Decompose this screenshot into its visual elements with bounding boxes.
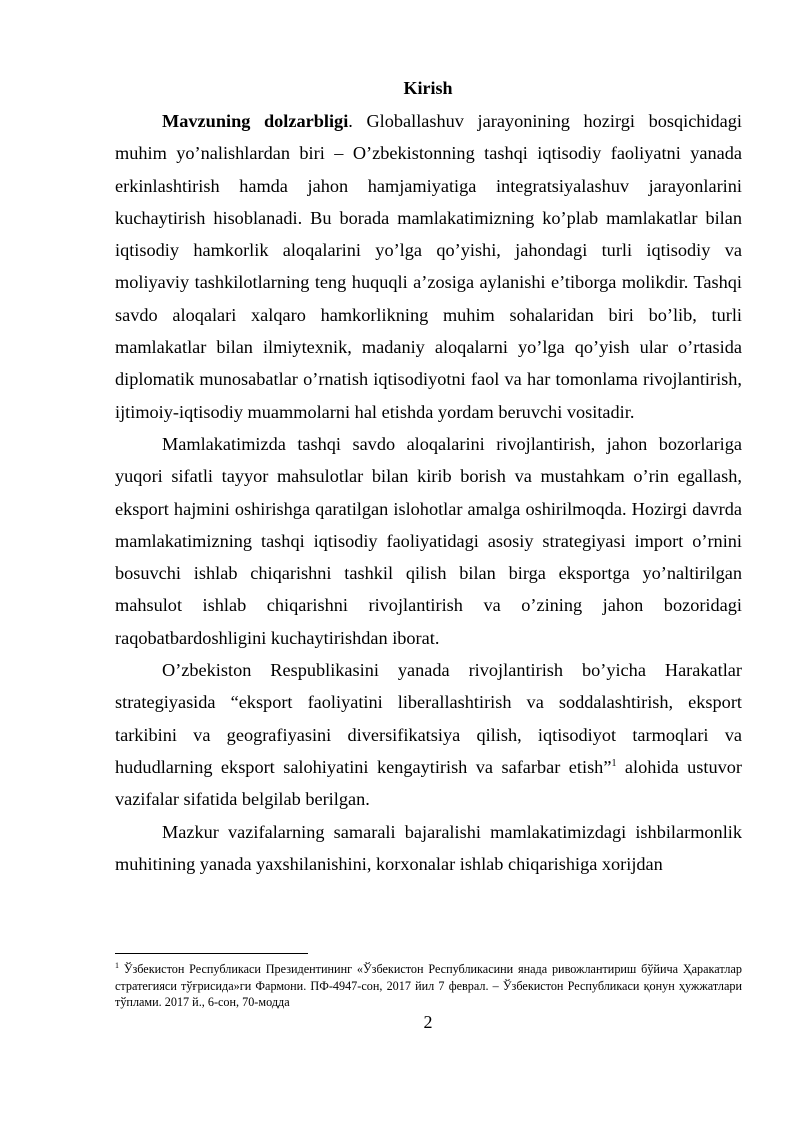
- paragraph-3-text-after: alohida ustuvor vazifalar sifatida belgilab berilgan.: [115, 756, 742, 810]
- paragraph-1: [115, 105, 742, 428]
- footnote-reference[interactable]: 1: [611, 757, 617, 769]
- paragraph-3-text: O’zbekiston Respublikasini yanada rivojlantirish bo’yicha Harakatlar strategiyasida “eksport faoliyatini liberallashtirish va soddalashtirish, eksport tarkibini va geografiyasini diversifikatsiya qilish, iqtisodiyot tarmoqlari va hududlarning eksport salohiyatini kengaytirish va safarbar etish”: [115, 660, 742, 777]
- paragraph-1-text: . Globallashuv jarayonining hozirgi bosqichidagi muhim yo’nalishlardan biri – O’zbekistonning tashqi iqtisodiy faoliyatni yanada erkinlashtirish hamda jahon hamjamiyatiga integratsiyalashuv jarayonlarini kuchaytirish hisoblanadi. Bu borada mamlakatimizning ko’plab mamlakatlar bilan iqtisodiy hamkorlik aloqalarini yo’lga qo’yishi, jahondagi turli iqtisodiy va moliyaviy tashkilotlarning teng huquqli a’zosiga aylanishi e’tiborga molikdir. Tashqi savdo aloqalari xalqaro hamkorlikning muhim sohalaridan biri bo’lib, turli mamlakatlar bilan ilmiytexnik, madaniy aloqalarni yo’lga qo’yish ular o’rtasida diplomatik munosabatlar o’rnatish iqtisodiyotni faol va har tomonlama rivojlantirish, ijtimoiy-iqtisodiy muammolarni hal etishda yordam beruvchi vositadir.: [115, 111, 743, 422]
- paragraph-4: Mazkur vazifalarning samarali bajaralishi mamlakatimizdagi ishbilarmonlik muhitining yanada yaxshilanishini, korxonalar ishlab chiqarishiga xorijdan: [115, 821, 742, 874]
- section-heading: Kirish: [403, 78, 453, 98]
- footnote-divider: [115, 953, 308, 954]
- paragraph-3: [115, 654, 742, 815]
- footnote-text: Ўзбекистон Республикаси Президентининг «Ўзбекистон Республикасини янада ривожлантириш бўйича Ҳаракатлар стратегияси тўғрисида»ги Фармони. ПФ-4947-сон, 2017 йил 7 феврал. – Ўзбекистон Республикаси қонун ҳужжатлари тўплами. 2017 й., 6-сон, 70-модда: [115, 962, 742, 1009]
- body-text: [115, 105, 742, 880]
- footnote: [115, 961, 742, 1011]
- paragraph-2: Mamlakatimizda tashqi savdo aloqalarini rivojlantirish, jahon bozorlariga yuqori sifatli tayyor mahsulotlar bilan kirib borish va mustahkam o’rin egallash, eksport hajmini oshirishga qaratilgan islohotlar amalga oshirilmoqda. Hozirgi davrda mamlakatimizning tashqi iqtisodiy faoliyatidagi asosiy strategiyasi import o’rnini bosuvchi ishlab chiqarishni tashkil qilish bilan birga eksportga yo’naltirilgan mahsulot ishlab chiqarishni rivojlantirish va o’zining jahon bozoridagi raqobatbardoshligini kuchaytirishdan iborat.: [115, 433, 742, 648]
- footnote-marker: 1: [115, 960, 119, 970]
- page-number: 2: [423, 1012, 433, 1032]
- paragraph-lead: Mavzuning dolzarbligi: [162, 111, 349, 131]
